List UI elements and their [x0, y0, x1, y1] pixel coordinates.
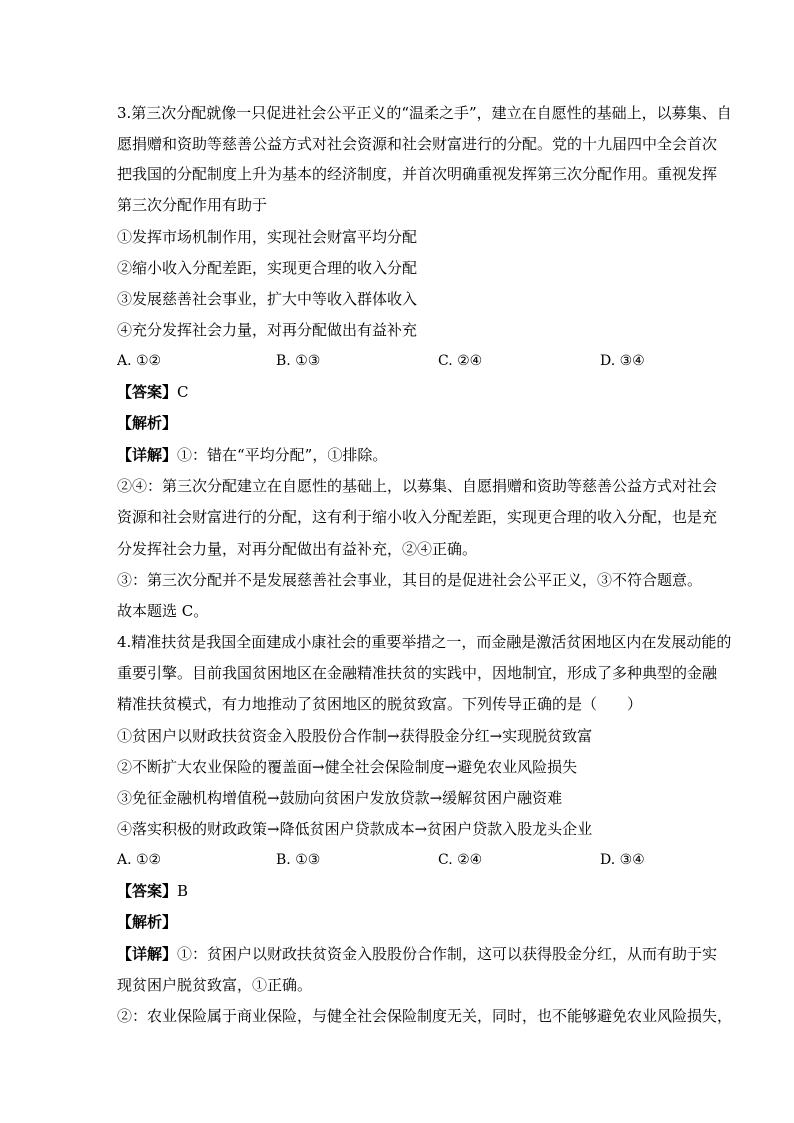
q3-answer-tag: 【答案】: [117, 383, 178, 401]
q4-analysis-label: 【解析】: [117, 913, 178, 931]
q3-detail-line-5: ③：第三次分配并不是发展慈善社会事业，其目的是促进社会公平正义，③不符合题意。: [117, 571, 703, 589]
q3-detail-line-1: [117, 445, 687, 465]
q3-detail-line-3: 资源和社会财富进行的分配，这有利于缩小收入分配差距，实现更合理的收入分配，也是充: [117, 508, 718, 526]
q4-option-a: A. ①②: [117, 852, 162, 868]
q3-detail-text-1: ①：错在“平均分配”，①排除。: [177, 446, 388, 464]
q4-stem-line-2: 重要引擎。目前我国贫困地区在金融精准扶贫的实践中，因地制宜，形成了多种典型的金融: [117, 664, 718, 682]
q3-stem-line-4: 第三次分配作用有助于: [117, 196, 268, 214]
q4-detail-text-1: ①：贫困户以财政扶贫资金入股股份合作制，这可以获得股金分红，从而有助于实: [177, 945, 718, 963]
q3-option-c: C. ②④: [438, 353, 483, 369]
q3-detail-line-6: 故本题选 C。: [117, 602, 209, 620]
q4-analysis-tag: [117, 912, 687, 932]
q3-item-3: ③发展慈善社会事业，扩大中等收入群体收入: [117, 290, 418, 308]
q3-option-b: B. ①③: [276, 353, 321, 369]
q4-option-d: D. ③④: [600, 852, 645, 868]
q3-detail-line-2: ②④：第三次分配建立在自愿性的基础上，以募集、自愿捐赠和资助等慈善公益方式对社会: [117, 477, 718, 495]
q3-analysis-tag: [117, 413, 687, 433]
q3-stem-line-1: 3.第三次分配就像一只促进社会公平正义的“温柔之手”，建立在自愿性的基础上，以募集、自: [117, 104, 732, 122]
q4-answer-line: [117, 881, 687, 901]
q4-detail-line-3: ②：农业保险属于商业保险，与健全社会保险制度无关，同时，也不能够避免农业风险损失，: [117, 1007, 733, 1025]
q3-option-d: D. ③④: [600, 353, 645, 369]
q4-stem-line-1: 4.精准扶贫是我国全面建成小康社会的重要举措之一，而金融是激活贫困地区内在发展动能的: [117, 633, 732, 651]
q3-option-a: A. ①②: [117, 353, 162, 369]
q3-detail-tag: 【详解】: [117, 446, 178, 464]
q3-analysis-label: 【解析】: [117, 414, 178, 432]
q4-detail-tag: 【详解】: [117, 945, 178, 963]
q4-option-c: C. ②④: [438, 852, 483, 868]
q3-stem-line-2: 愿捐赠和资助等慈善公益方式对社会资源和社会财富进行的分配。党的十九届四中全会首次: [117, 135, 718, 153]
q3-detail-line-4: 分发挥社会力量，对再分配做出有益补充，②④正确。: [117, 540, 478, 558]
q3-item-1: ①发挥市场机制作用，实现社会财富平均分配: [117, 228, 418, 246]
q3-answer-line: [117, 382, 687, 402]
q3-item-4: ④充分发挥社会力量，对再分配做出有益补充: [117, 321, 418, 339]
q3-item-2: ②缩小收入分配差距，实现更合理的收入分配: [117, 259, 418, 277]
q4-answer-tag: 【答案】: [117, 882, 178, 900]
q4-detail-line-2: 现贫困户脱贫致富，①正确。: [117, 976, 313, 994]
q4-answer-value: B: [177, 882, 189, 900]
q4-item-1: ①贫困户以财政扶贫资金入股股份合作制→获得股金分红→实现脱贫致富: [117, 727, 593, 745]
q4-item-3: ③免征金融机构增值税→鼓励向贫困户发放贷款→缓解贫困户融资难: [117, 789, 563, 807]
q4-item-4: ④落实积极的财政政策→降低贫困户贷款成本→贫困户贷款入股龙头企业: [117, 820, 593, 838]
q4-item-2: ②不断扩大农业保险的覆盖面→健全社会保险制度→避免农业风险损失: [117, 758, 578, 776]
q3-stem-line-3: 把我国的分配制度上升为基本的经济制度，并首次明确重视发挥第三次分配作用。重视发挥: [117, 165, 718, 183]
q4-detail-line-1: [117, 944, 718, 964]
q3-answer-value: C: [177, 383, 189, 401]
q4-option-b: B. ①③: [276, 852, 321, 868]
q4-stem-line-3: 精准扶贫模式，有力地推动了贫困地区的脱贫致富。下列传导正确的是（ ）: [117, 695, 643, 713]
